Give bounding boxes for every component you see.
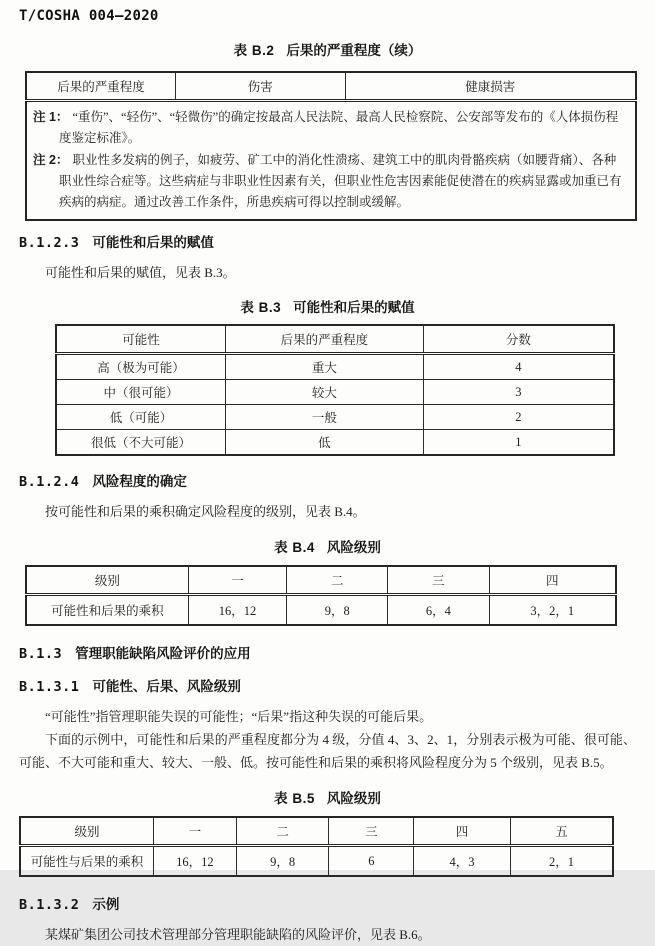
table-cell: 3，2，1 bbox=[489, 595, 616, 626]
table-row bbox=[56, 405, 614, 430]
paragraph-b1-2-3: 可能性和后果的赋值，见表 B.3。 bbox=[45, 265, 236, 280]
table-cell: 一般 bbox=[226, 405, 424, 430]
section-heading-b1-3-2 bbox=[19, 893, 636, 913]
doc-number: T/COSHA 004—2020 bbox=[19, 8, 159, 24]
table-row bbox=[56, 430, 614, 456]
table-cell: 3 bbox=[423, 380, 614, 405]
table-cell: 低 bbox=[226, 430, 424, 456]
paragraph-b1-3-2: 某煤矿集团公司技术管理部分管理职能缺陷的风险评价，见表 B.6。 bbox=[45, 927, 431, 942]
table-b4-header-row bbox=[26, 566, 616, 595]
table-b4 bbox=[25, 565, 617, 626]
table-b5-header-4: 四 bbox=[414, 817, 511, 846]
table-b2-header-severity: 后果的严重程度 bbox=[26, 72, 175, 101]
table-b2-notes-row bbox=[26, 101, 636, 221]
table-b4-header-2: 二 bbox=[287, 566, 388, 595]
table-b5-row-label: 可能性与后果的乘积 bbox=[20, 846, 153, 877]
table-cell: 6，4 bbox=[388, 595, 489, 626]
table-row bbox=[20, 846, 613, 877]
section-title: 可能性、后果、风险级别 bbox=[92, 679, 241, 694]
paragraph-b1-2-4: 按可能性和后果的乘积确定风险程度的级别，见表 B.4。 bbox=[45, 504, 366, 519]
table-b5-title bbox=[19, 787, 636, 807]
table-b4-header-1: 一 bbox=[188, 566, 287, 595]
table-b4-header-4: 四 bbox=[489, 566, 616, 595]
table-b4-title bbox=[19, 536, 636, 556]
table-b5-header-level: 级别 bbox=[20, 817, 153, 846]
table-cell: 低（可能） bbox=[56, 405, 226, 430]
table-cell: 2，1 bbox=[510, 846, 613, 877]
note-1-label: 注 1： bbox=[33, 110, 69, 124]
section-title: 管理职能缺陷风险评价的应用 bbox=[75, 646, 251, 661]
section-heading-b1-2-4 bbox=[19, 470, 636, 490]
table-b2 bbox=[25, 71, 637, 221]
table-b2-header-row bbox=[26, 72, 636, 101]
section-number: B.1.3.2 bbox=[19, 897, 80, 913]
table-row bbox=[26, 595, 616, 626]
note-2-label: 注 2： bbox=[33, 153, 69, 167]
section-heading-b1-3-1 bbox=[19, 675, 636, 695]
table-b4-title-label: 表 B.4 bbox=[274, 540, 315, 555]
table-b5 bbox=[19, 816, 614, 877]
table-cell: 9，8 bbox=[236, 846, 329, 877]
table-cell: 较大 bbox=[226, 380, 424, 405]
section-number: B.1.3 bbox=[19, 646, 63, 662]
table-cell: 中（很可能） bbox=[56, 380, 226, 405]
table-b2-note-1 bbox=[33, 107, 627, 149]
table-b5-header-5: 五 bbox=[510, 817, 613, 846]
table-b5-header-1: 一 bbox=[153, 817, 236, 846]
table-b3-header-possibility: 可能性 bbox=[56, 325, 226, 354]
note-1-text: “重伤”、“轻伤”、“轻微伤”的确定按最高人民法院、最高人民检察院、公安部等发布的《人体损伤程度鉴定标准》。 bbox=[59, 110, 619, 145]
section-title: 示例 bbox=[92, 897, 120, 912]
paragraph-b1-3-1-second: 下面的示例中，可能性和后果的严重程度都分为 4 级，分值 4、3、2、1，分别表示极为可能、很可能、可能、不大可能和重大、较大、一般、低。按可能性和后果的乘积将风险程度分为 5 个级别，见表 B.5。 bbox=[19, 732, 636, 770]
table-b4-row-label: 可能性和后果的乘积 bbox=[26, 595, 188, 626]
table-cell: 4，3 bbox=[414, 846, 511, 877]
table-b2-title-label: 表 B.2 bbox=[233, 43, 275, 58]
table-b4-title-text: 风险级别 bbox=[326, 540, 381, 555]
table-cell: 重大 bbox=[226, 354, 424, 380]
table-b2-header-injury: 伤害 bbox=[175, 72, 345, 101]
paragraph-b1-3-1-first: “可能性”指管理职能失误的可能性；“后果”指这种失误的可能后果。 bbox=[45, 709, 433, 724]
table-b5-header-2: 二 bbox=[236, 817, 329, 846]
table-b2-header-health: 健康损害 bbox=[345, 72, 636, 101]
table-cell: 6 bbox=[329, 846, 414, 877]
table-b5-title-label: 表 B.5 bbox=[274, 791, 315, 806]
table-b3-header-score: 分数 bbox=[423, 325, 614, 354]
table-b5-title-text: 风险级别 bbox=[326, 791, 381, 806]
table-row bbox=[56, 354, 614, 380]
table-b4-header-3: 三 bbox=[388, 566, 489, 595]
table-b3 bbox=[55, 324, 615, 456]
note-2-text: 职业性多发病的例子，如疲劳、矿工中的消化性溃疡、建筑工中的肌肉骨骼疾病（如腰背痛）、各种职业性综合症等。这些病症与非职业性因素有关，但职业性危害因素能促使潜在的疾病显露或加重已有疾病的病症。通过改善工作条件，所患疾病可得以控制或缓解。 bbox=[59, 153, 622, 209]
table-b2-title bbox=[19, 39, 636, 59]
table-b3-header-severity: 后果的严重程度 bbox=[226, 325, 424, 354]
table-cell: 很低（不大可能） bbox=[56, 430, 226, 456]
table-b5-header-row bbox=[20, 817, 613, 846]
table-b2-title-text: 后果的严重程度（续） bbox=[286, 43, 422, 58]
table-cell: 16，12 bbox=[188, 595, 287, 626]
table-b3-header-row bbox=[56, 325, 614, 354]
table-row bbox=[56, 380, 614, 405]
table-cell: 16，12 bbox=[153, 846, 236, 877]
section-number: B.1.3.1 bbox=[19, 679, 80, 695]
table-b5-header-3: 三 bbox=[329, 817, 414, 846]
table-cell: 1 bbox=[423, 430, 614, 456]
table-b2-note-2 bbox=[33, 150, 627, 213]
table-b2-notes-cell bbox=[26, 101, 636, 221]
table-b4-header-level: 级别 bbox=[26, 566, 188, 595]
section-heading-b1-3 bbox=[19, 642, 636, 662]
table-cell: 高（极为可能） bbox=[56, 354, 226, 380]
section-heading-b1-2-3 bbox=[19, 231, 636, 251]
section-number: B.1.2.4 bbox=[19, 474, 80, 490]
table-cell: 9，8 bbox=[287, 595, 388, 626]
table-cell: 4 bbox=[423, 354, 614, 380]
section-title: 风险程度的确定 bbox=[92, 474, 187, 489]
table-b3-title-label: 表 B.3 bbox=[240, 300, 282, 315]
table-b3-title bbox=[19, 296, 636, 316]
section-number: B.1.2.3 bbox=[19, 235, 80, 251]
table-b3-title-text: 可能性和后果的赋值 bbox=[293, 300, 415, 315]
section-title: 可能性和后果的赋值 bbox=[92, 235, 214, 250]
table-cell: 2 bbox=[423, 405, 614, 430]
